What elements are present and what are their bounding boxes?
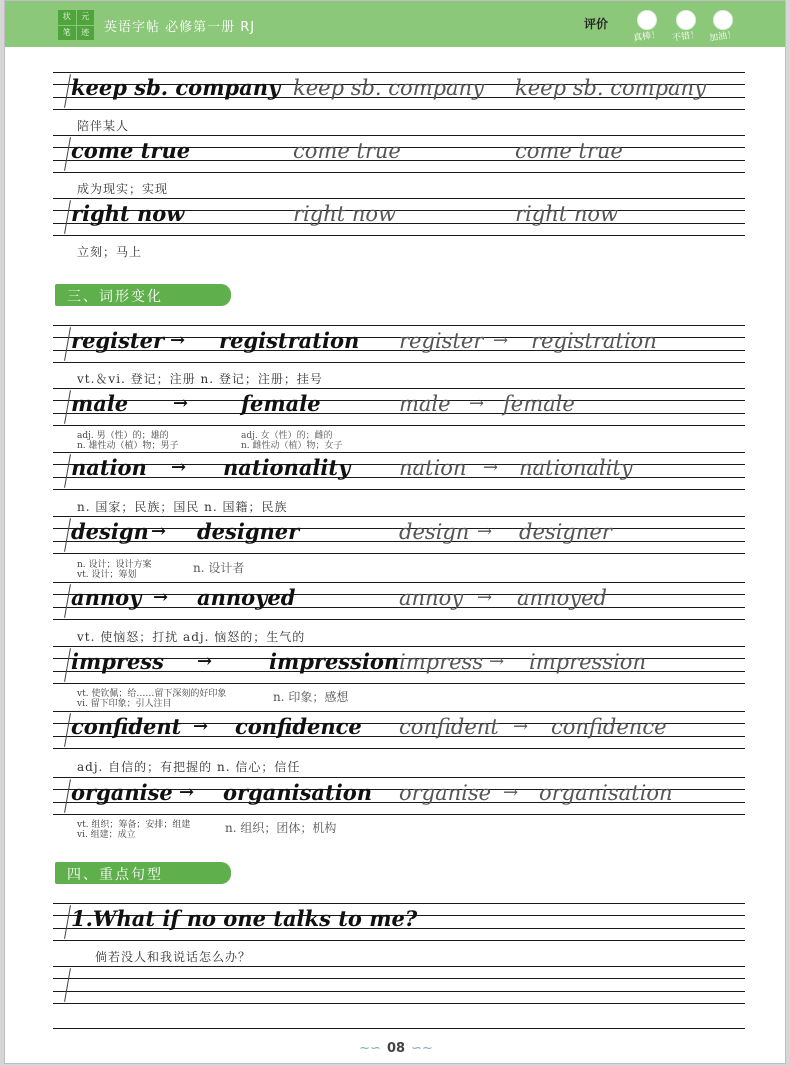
ornament-icon: ∽~ [411,1041,433,1056]
word-derived-model: organisation [223,780,372,805]
phrase-model: come true [71,138,191,163]
word-derived-model: female [241,391,321,416]
arrow-icon: → [489,651,505,672]
rating-label: 真棒！ [632,30,661,44]
word-base-model: confident [71,714,182,739]
arrow-icon: → [173,393,189,414]
word-derived-trace: impression [529,650,646,674]
arrow-icon: → [503,782,519,803]
writing-row [53,646,745,684]
word-base-model: register [71,328,165,353]
writing-line [53,1028,745,1030]
phrase-trace: come true [293,139,401,163]
writing-row [53,388,745,426]
word-base-model: male [71,391,129,416]
word-derived-trace: confidence [551,715,667,739]
word-gloss: n. 设计者 [193,561,245,575]
arrow-icon: → [197,651,213,672]
word-gloss: adj. 女（性）的；雌的 [241,431,333,441]
section-banner [55,862,231,884]
writing-row [53,325,745,363]
writing-row [53,903,745,941]
word-base-trace: impress [399,650,484,674]
writing-row [53,777,745,815]
word-base-model: impress [71,649,164,674]
writing-row [53,135,745,173]
rating-label: 不错！ [671,30,700,44]
writing-row [53,198,745,236]
arrow-icon: → [469,393,485,414]
arrow-icon: → [171,457,187,478]
book-title: 英语字帖 必修第一册 RJ [104,20,256,35]
word-gloss: vt. 使恼怒；打扰 adj. 恼怒的；生气的 [77,630,306,644]
word-derived-trace: organisation [539,781,673,805]
sentence-model: 1.What if no one talks to me? [71,906,418,931]
phrase-gloss: 成为现实；实现 [77,182,169,196]
word-derived-trace: designer [519,520,612,544]
word-derived-model: confidence [235,714,362,739]
phrase-trace: keep sb. company [515,76,706,100]
word-gloss: n. 设计；设计方案 [77,560,152,570]
rating-label: 加油！ [708,30,737,44]
arrow-icon: → [179,782,195,803]
logo-char: 元 [77,10,95,25]
phrase-gloss: 陪伴某人 [77,119,130,133]
word-derived-model: impression [269,649,400,674]
word-gloss: vt.＆vi. 登记；注册 n. 登记；注册；挂号 [77,372,323,386]
word-gloss: vi. 留下印象；引人注目 [77,699,172,709]
word-gloss: adj. 自信的；有把握的 n. 信心；信任 [77,760,301,774]
word-base-trace: male [399,392,451,416]
arrow-icon: → [151,521,167,542]
arrow-icon: → [477,587,493,608]
phrase-model: right now [71,201,185,226]
logo-char: 状 [58,10,76,25]
word-base-trace: annoy [399,586,464,610]
arrow-icon: → [477,521,493,542]
word-gloss: vt. 使钦佩；给……留下深刻的好印象 [77,689,227,699]
workbook-page [4,0,786,1064]
word-gloss: adj. 男（性）的；雄的 [77,431,169,441]
arrow-icon: → [170,330,186,351]
page-footer [5,1041,786,1056]
word-derived-model: designer [197,519,300,544]
word-gloss: vi. 组建；成立 [77,830,136,840]
word-derived-trace: annoyed [517,586,607,610]
sentence-gloss: 倘若没人和我说话怎么办？ [95,950,252,964]
word-derived-trace: nationality [519,456,633,480]
word-base-model: design [71,519,149,544]
phrase-trace: right now [515,202,618,226]
phrase-gloss: 立刻；马上 [77,245,143,259]
phrase-trace: right now [293,202,396,226]
word-base-trace: confident [399,715,499,739]
word-base-model: annoy [71,585,142,610]
word-base-trace: register [399,329,484,353]
ornament-icon: ~∽ [359,1041,381,1056]
arrow-icon: → [493,330,509,351]
evaluation-label: 评价 [584,17,609,31]
writing-row [53,452,745,490]
word-gloss: n. 雄性动（植）物；男子 [77,441,179,451]
writing-row [53,72,745,110]
word-base-trace: design [399,520,470,544]
phrase-model: keep sb. company [71,75,281,100]
logo-char: 迹 [77,26,95,41]
word-gloss: n. 组织；团体；机构 [225,821,337,835]
writing-row-blank [53,966,745,1004]
writing-row [53,582,745,620]
logo-char: 笔 [58,26,76,41]
section-banner [55,284,231,306]
writing-row [53,711,745,749]
writing-row [53,516,745,554]
word-base-model: organise [71,780,173,805]
phrase-trace: keep sb. company [293,76,484,100]
arrow-icon: → [483,457,499,478]
word-gloss: n. 雌性动（植）物；女子 [241,441,343,451]
brand-logo [58,10,94,40]
page-number: 08 [386,1041,406,1056]
section-title: 三、词形变化 [67,289,163,305]
word-gloss: vt. 设计；筹划 [77,570,137,580]
arrow-icon: → [153,587,169,608]
word-derived-model: annoyed [197,585,296,610]
arrow-icon: → [513,716,529,737]
word-gloss: n. 印象；感想 [273,690,349,704]
word-derived-model: registration [219,328,360,353]
word-derived-trace: female [503,392,575,416]
word-base-trace: nation [399,456,467,480]
word-derived-model: nationality [223,455,351,480]
word-derived-trace: registration [531,329,657,353]
word-base-trace: organise [399,781,492,805]
section-title: 四、重点句型 [67,867,163,883]
word-gloss: n. 国家；民族；国民 n. 国籍；民族 [77,500,288,514]
header-bar [5,1,786,47]
word-gloss: vt. 组织；筹备；安排；组建 [77,820,191,830]
phrase-trace: come true [515,139,623,163]
word-base-model: nation [71,455,147,480]
arrow-icon: → [193,716,209,737]
